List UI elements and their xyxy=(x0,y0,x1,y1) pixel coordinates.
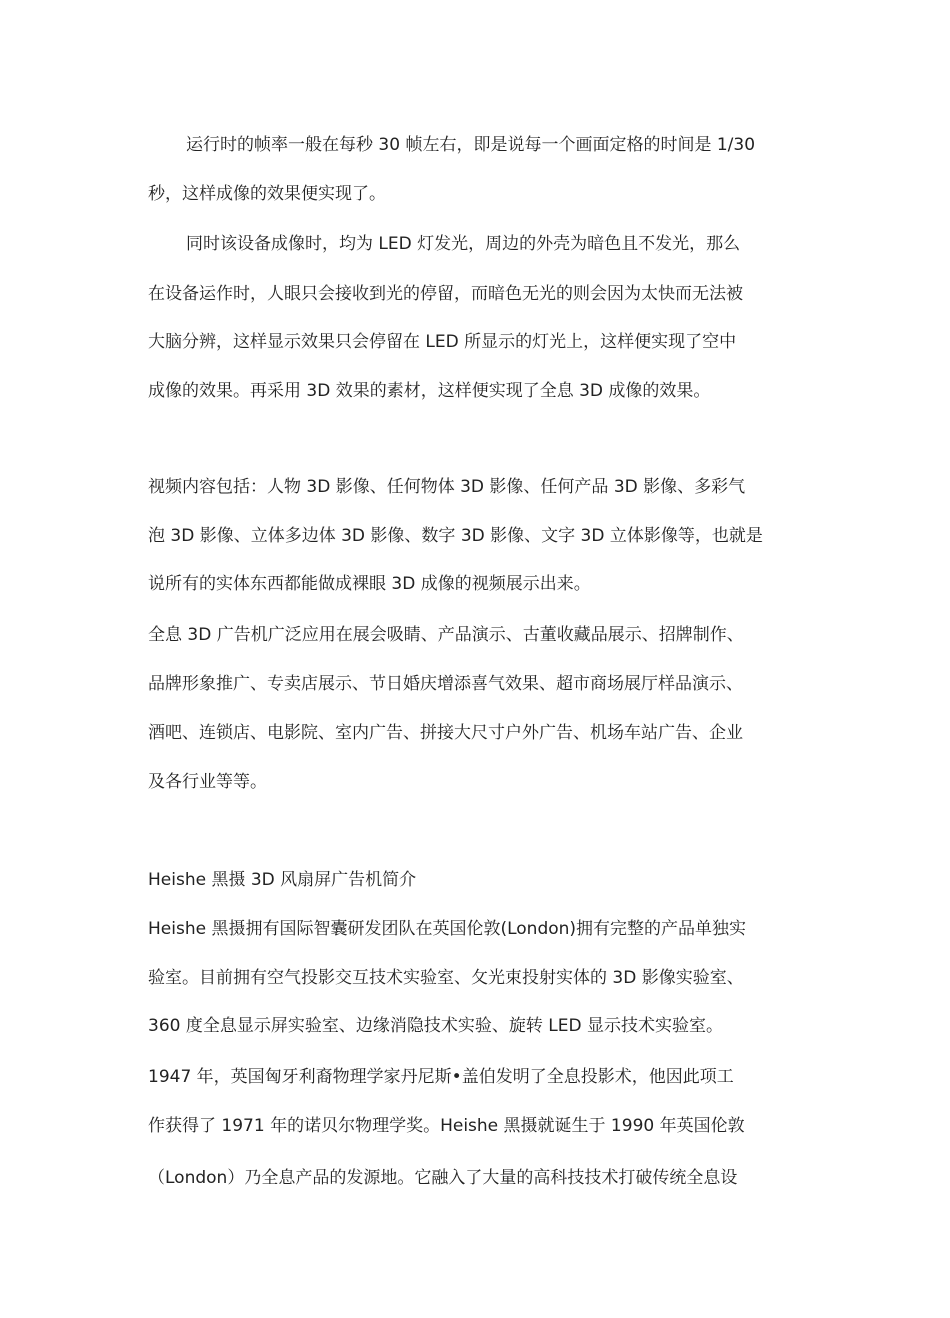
paragraph-1-line-1: 运行时的帧率一般在每秒 30 帧左右，即是说每一个画面定格的时间是 1/30 xyxy=(186,135,756,155)
paragraph-5-line-2: 验室。目前拥有空气投影交互技术实验室、攵光束投射实体的 3D 影像实验室、 xyxy=(148,968,744,988)
paragraph-6-line-2: 作获得了 1971 年的诺贝尔物理学奖。Heishe 黑摄就诞生于 1990 年英国伦敦 xyxy=(148,1116,745,1136)
paragraph-2-line-1: 同时该设备成像时，均为 LED 灯发光，周边的外壳为暗色且不发光，那么 xyxy=(186,234,741,254)
paragraph-2-line-2: 在设备运作时，人眼只会接收到光的停留，而暗色无光的则会因为太快而无法被 xyxy=(148,284,743,304)
paragraph-6-line-3: （London）乃全息产品的发源地。它融入了大量的高科技技术打破传统全息设 xyxy=(148,1168,738,1188)
paragraph-3-line-3: 说所有的实体东西都能做成裸眼 3D 成像的视频展示出来。 xyxy=(148,574,591,594)
paragraph-4-line-2: 品牌形象推广、专卖店展示、节日婚庆增添喜气效果、超市商场展厅样品演示、 xyxy=(148,674,743,694)
paragraph-4-line-3: 酒吧、连锁店、电影院、室内广告、拼接大尺寸户外广告、机场车站广告、企业 xyxy=(148,723,743,743)
paragraph-2-line-4: 成像的效果。再采用 3D 效果的素材，这样便实现了全息 3D 成像的效果。 xyxy=(148,381,711,401)
paragraph-3-line-2: 泡 3D 影像、立体多边体 3D 影像、数字 3D 影像、文字 3D 立体影像等，也就是 xyxy=(148,526,763,546)
paragraph-1-line-2: 秒，这样成像的效果便实现了。 xyxy=(148,184,386,204)
paragraph-5-line-1: Heishe 黑摄拥有国际智囊研发团队在英国伦敦(London)拥有完整的产品单独实 xyxy=(148,919,747,939)
paragraph-3-line-1: 视频内容包括：人物 3D 影像、任何物体 3D 影像、任何产品 3D 影像、多彩气 xyxy=(148,477,746,497)
paragraph-2-line-3: 大脑分辨，这样显示效果只会停留在 LED 所显示的灯光上，这样便实现了空中 xyxy=(148,332,737,352)
paragraph-4-line-1: 全息 3D 广告机广泛应用在展会吸睛、产品演示、古董收藏品展示、招牌制作、 xyxy=(148,625,744,645)
paragraph-5-line-3: 360 度全息显示屏实验室、边缘消隐技术实验、旋转 LED 显示技术实验室。 xyxy=(148,1016,723,1036)
section-heading: Heishe 黑摄 3D 风扇屏广告机简介 xyxy=(148,870,417,890)
paragraph-4-line-4: 及各行业等等。 xyxy=(148,772,267,792)
paragraph-6-line-1: 1947 年，英国匈牙利裔物理学家丹尼斯•盖伯发明了全息投影术，他因此项工 xyxy=(148,1067,734,1087)
